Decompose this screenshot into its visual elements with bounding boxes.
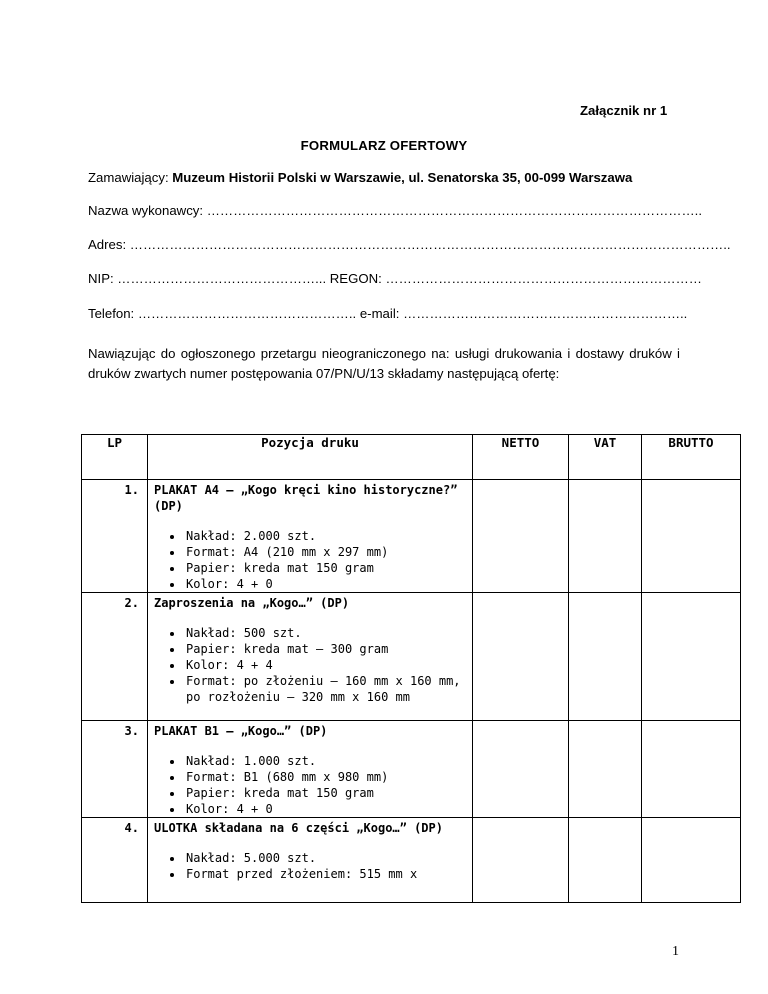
vat-cell[interactable] <box>569 593 642 721</box>
spec-list <box>154 625 472 705</box>
spec-item: • Format: po złożeniu – 160 mm x 160 mm, po rozłożeniu – 320 mm x 160 mm <box>184 673 472 705</box>
row-lp: 4. <box>124 821 139 835</box>
spec-item: • Format przed złożeniem: 515 mm x <box>184 866 472 882</box>
client-value: Muzeum Historii Polski w Warszawie, ul. Senatorska 35, 00-099 Warszawa <box>172 170 633 185</box>
row-title: ULOTKA składana na 6 części „Kogo…” (DP) <box>154 821 443 835</box>
netto-cell[interactable] <box>473 721 569 818</box>
row-title: PLAKAT A4 – „Kogo kręci kino historyczne?” (DP) <box>154 483 458 513</box>
brutto-cell[interactable] <box>642 593 741 721</box>
netto-cell[interactable] <box>473 480 569 593</box>
netto-cell[interactable] <box>473 818 569 903</box>
spec-list <box>154 528 472 592</box>
header-position: Pozycja druku <box>148 435 473 480</box>
table-row <box>82 721 741 818</box>
contractor-field: Nazwa wykonawcy: ………………………………………………………………………………………………….. <box>88 203 702 218</box>
spec-list <box>154 753 472 817</box>
intro-paragraph: Nawiązując do ogłoszonego przetargu nieograniczonego na: usługi drukowania i dostawy druków i druków zwartych numer postępowania 07/PN/U/13 składamy następującą ofertę: <box>88 346 680 381</box>
spec-item: • Nakład: 2.000 szt. <box>184 528 472 544</box>
spec-list <box>154 850 472 882</box>
row-lp: 2. <box>124 596 139 610</box>
header-brutto: BRUTTO <box>642 435 741 480</box>
table-row <box>82 593 741 721</box>
row-title: PLAKAT B1 – „Kogo…” (DP) <box>154 724 328 738</box>
spec-item: • Kolor: 4 + 0 <box>184 576 472 592</box>
annex-label: Załącznik nr 1 <box>580 103 668 118</box>
client-label: Zamawiający: <box>88 170 173 185</box>
spec-item: • Format: B1 (680 mm x 980 mm) <box>184 769 472 785</box>
row-lp: 3. <box>124 724 139 738</box>
spec-item: • Kolor: 4 + 0 <box>184 801 472 817</box>
table-header-row <box>82 435 741 480</box>
netto-cell[interactable] <box>473 593 569 721</box>
spec-item: • Nakład: 500 szt. <box>184 625 472 641</box>
vat-cell[interactable] <box>569 480 642 593</box>
spec-item: • Format: A4 (210 mm x 297 mm) <box>184 544 472 560</box>
vat-cell[interactable] <box>569 721 642 818</box>
header-netto: NETTO <box>473 435 569 480</box>
spec-item: • Papier: kreda mat 150 gram <box>184 785 472 801</box>
phone-email-field: Telefon: ………………………………………….. e-mail: ……………………………………………………….. <box>88 306 688 321</box>
spec-item: • Nakład: 5.000 szt. <box>184 850 472 866</box>
brutto-cell[interactable] <box>642 480 741 593</box>
spec-item: • Papier: kreda mat 150 gram <box>184 560 472 576</box>
table-row <box>82 480 741 593</box>
page-number: 1 <box>672 944 679 959</box>
row-title: Zaproszenia na „Kogo…” (DP) <box>154 596 350 610</box>
row-lp: 1. <box>124 483 139 497</box>
spec-item: • Papier: kreda mat – 300 gram <box>184 641 472 657</box>
document-title: FORMULARZ OFERTOWY <box>300 138 468 153</box>
brutto-cell[interactable] <box>642 721 741 818</box>
offer-table <box>81 434 741 903</box>
brutto-cell[interactable] <box>642 818 741 903</box>
spec-item: • Nakład: 1.000 szt. <box>184 753 472 769</box>
spec-item: • Kolor: 4 + 4 <box>184 657 472 673</box>
client-line <box>88 170 632 185</box>
nip-regon-field: NIP: ………………………………………... REGON: ……………………………………………………………… <box>88 271 702 286</box>
header-lp: LP <box>82 435 148 480</box>
table-row <box>82 818 741 903</box>
address-field: Adres: ……………………………………………………………………………………………………………………….. <box>88 237 731 252</box>
header-vat: VAT <box>569 435 642 480</box>
vat-cell[interactable] <box>569 818 642 903</box>
